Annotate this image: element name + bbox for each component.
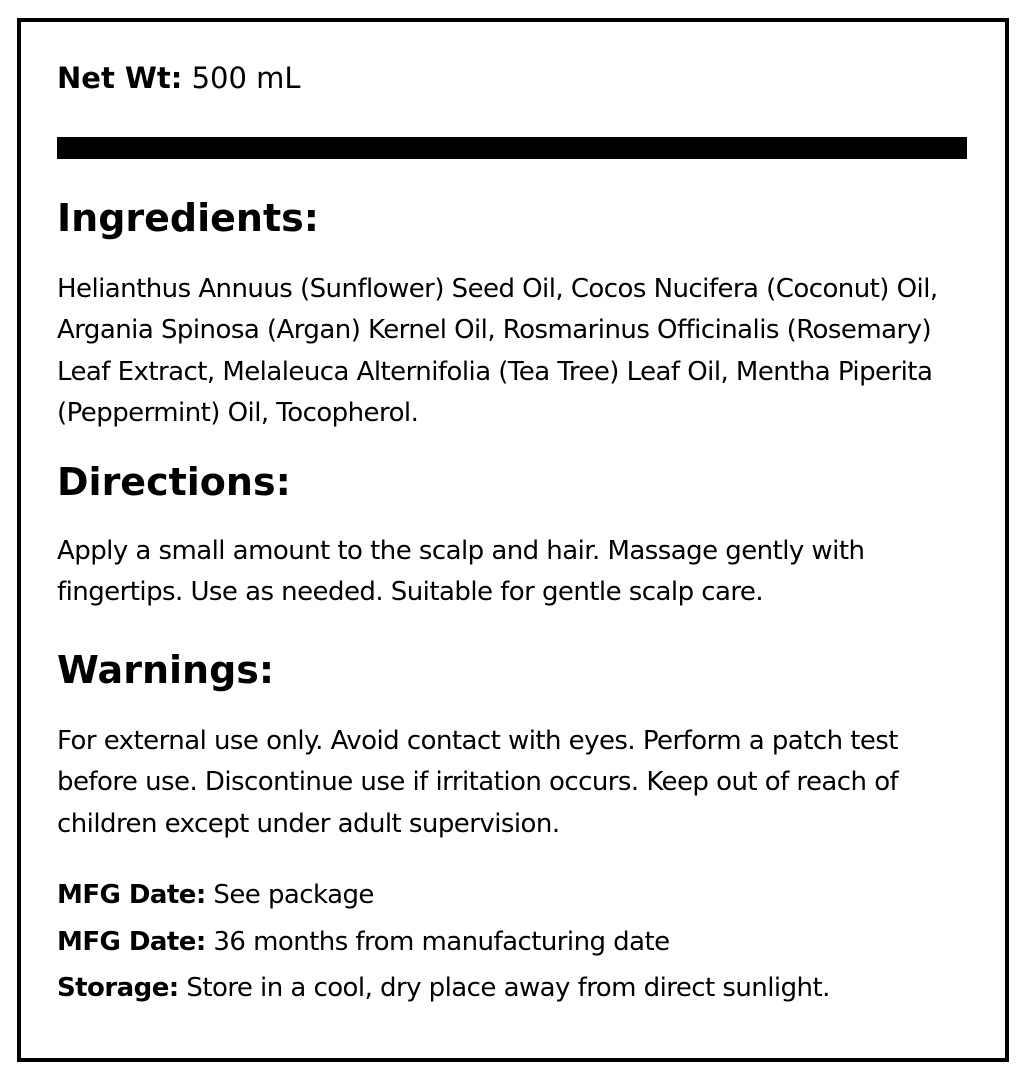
directions-heading: Directions: (57, 460, 291, 504)
ingredients-text: Helianthus Annuus (Sunflower) Seed Oil, Cocos Nucifera (Coconut) Oil, Argania Spinosa (Argan) Kernel Oil, Rosmarinus Officinalis (Rosemary) Leaf Extract, Melaleuca Alternifolia (Tea Tree) Leaf Oil, Mentha Piperita (Peppermint) Oil, Tocopherol. (57, 274, 938, 428)
storage-line (57, 968, 830, 1008)
storage-label: Storage: (57, 973, 179, 1003)
ingredients-heading: Ingredients: (57, 196, 319, 240)
mfg-date-label: MFG Date: (57, 880, 206, 910)
shelf-life-label: MFG Date: (57, 927, 206, 957)
warnings-heading: Warnings: (57, 648, 275, 692)
warnings-text: For external use only. Avoid contact with eyes. Perform a patch test before use. Discontinue use if irritation occurs. Keep out of reach of children except under adult supervision. (57, 726, 899, 839)
shelf-life-value: 36 months from manufacturing date (213, 927, 670, 957)
net-weight-label: Net Wt: (57, 61, 183, 95)
divider-bar (57, 137, 967, 159)
mfg-date-line (57, 875, 374, 915)
net-weight-value: 500 mL (191, 61, 301, 95)
storage-value: Store in a cool, dry place away from direct sunlight. (186, 973, 830, 1003)
net-weight-line (57, 58, 301, 98)
directions-text: Apply a small amount to the scalp and hair. Massage gently with fingertips. Use as needed. Suitable for gentle scalp care. (57, 536, 865, 608)
shelf-life-line (57, 922, 670, 962)
mfg-date-value: See package (213, 880, 374, 910)
